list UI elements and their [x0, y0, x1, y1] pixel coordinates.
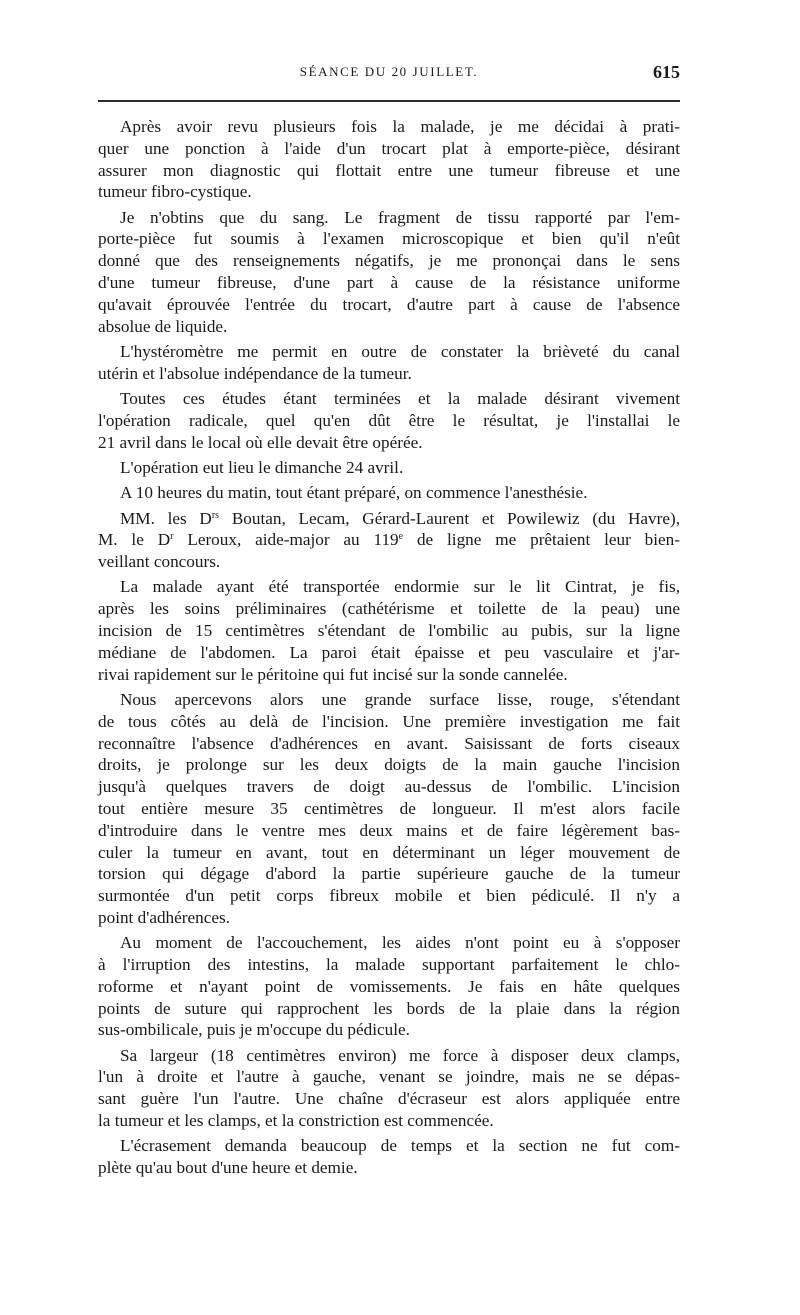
text-line: points de suture qui rapprochent les bords de la plaie dans la région	[98, 998, 680, 1018]
text-line: l'opération radicale, quel qu'en dût être le résultat, je l'installai le	[98, 410, 680, 430]
text-line: d'introduire dans le ventre mes deux mains et de faire légèrement bas-	[98, 820, 680, 840]
text-line: Je n'obtins que du sang. Le fragment de tissu rapporté par l'em-	[120, 207, 680, 227]
text-line	[98, 508, 680, 530]
text-line: l'un à droite et l'autre à gauche, venant se joindre, mais ne se dépas-	[98, 1067, 680, 1087]
text-line: donné que des renseignements négatifs, je me prononçai dans le sens	[98, 251, 680, 271]
text-line: roforme et n'ayant point de vomissements. Je fais en hâte quelques	[98, 976, 680, 996]
text-line: rivai rapidement sur le péritoine qui fut incisé sur la sonde cannelée.	[98, 664, 568, 684]
text-line: Après avoir revu plusieurs fois la malade, je me décidai à prati-	[120, 117, 680, 136]
text-line: veillant concours.	[98, 552, 221, 572]
text-line: jusqu'à quelques travers de doigt au-dessus de l'ombilic. L'incision	[98, 777, 680, 797]
page-number: 615	[653, 62, 680, 82]
text-line: sus-ombilicale, puis je m'occupe du pédicule.	[98, 1020, 410, 1040]
paragraph-9	[98, 689, 680, 929]
text-line: Toutes ces études étant terminées et la malade désirant vivement	[120, 389, 680, 409]
text-line: L'écrasement demanda beaucoup de temps et la section ne fut com-	[120, 1136, 680, 1156]
text-line: tout entière mesure 35 centimètres de longueur. Il m'est alors facile	[98, 798, 680, 818]
superscript: rs	[211, 509, 220, 521]
text-line: Au moment de l'accouchement, les aides n'ont point eu à s'opposer	[120, 933, 680, 953]
paragraph-3	[98, 341, 680, 385]
text-line: L'opération eut lieu le dimanche 24 avril.	[120, 457, 404, 477]
text-line: d'une tumeur fibreuse, d'une part à cause de la résistance uniforme	[98, 273, 680, 293]
text-run: de ligne me prêtaient leur bien-	[403, 530, 680, 550]
text-line: porte-pièce fut soumis à l'examen microscopique et bien qu'il n'eût	[98, 229, 680, 249]
text-line: plète qu'au bout d'une heure et demie.	[98, 1158, 358, 1178]
text-line: L'hystéromètre me permit en outre de constater la brièveté du canal	[120, 341, 680, 361]
text-line: point d'adhérences.	[98, 907, 230, 927]
text-line: 21 avril dans le local où elle devait être opérée.	[98, 432, 423, 452]
text-line: quer une ponction à l'aide d'un trocart plat à emporte-pièce, désirant	[98, 138, 680, 158]
superscript: e	[398, 531, 404, 543]
paragraph-8	[98, 576, 680, 685]
running-title: SÉANCE DU 20 JUILLET.	[299, 64, 479, 79]
text-run: M. le D	[98, 530, 171, 550]
text-line: culer la tumeur en avant, tout en déterminant un léger mouvement de	[98, 842, 680, 862]
text-run: Boutan, Lecam, Gérard-Laurent et Powilewiz (du Havre),	[219, 508, 680, 528]
paragraph-4	[98, 388, 680, 453]
paragraph-5	[98, 457, 680, 479]
paragraph-12	[98, 1135, 680, 1179]
text-line: utérin et l'absolue indépendance de la tumeur.	[98, 363, 412, 383]
text-line: droits, je prolonge sur les deux doigts de la main gauche l'incision	[98, 755, 680, 775]
text-line: la tumeur et les clamps, et la constriction est commencée.	[98, 1111, 494, 1131]
running-header	[98, 62, 680, 88]
text-line	[98, 529, 680, 551]
text-line: après les soins préliminaires (cathétérisme et toilette de la peau) une	[98, 599, 680, 619]
paragraph-10	[98, 932, 680, 1041]
text-line: qu'avait éprouvée l'entrée du trocart, d'autre part à cause de l'absence	[98, 294, 680, 314]
text-line: absolue de liquide.	[98, 316, 228, 336]
text-line: de tous côtés au delà de l'incision. Une première investigation me fait	[98, 711, 680, 731]
text-line: torsion qui dégage d'abord la partie supérieure gauche de la tumeur	[98, 864, 680, 884]
header-rule	[98, 100, 680, 102]
text-line: assurer mon diagnostic qui flottait entre une tumeur fibreuse et une	[98, 160, 680, 180]
text-line: surmontée d'un petit corps fibreux mobile et bien pédiculé. Il n'y a	[98, 886, 680, 906]
paragraph-11	[98, 1045, 680, 1132]
text-line: Nous apercevons alors une grande surface lisse, rouge, s'étendant	[120, 689, 680, 709]
text-run: MM. les D	[120, 508, 212, 528]
text-line: médiane de l'abdomen. La paroi était épaisse et peu vasculaire et j'ar-	[98, 642, 680, 662]
text-line: Sa largeur (18 centimètres environ) me force à disposer deux clamps,	[120, 1045, 680, 1065]
text-line: A 10 heures du matin, tout étant préparé, on commence l'anesthésie.	[120, 483, 588, 503]
text-line: sant guère l'un l'autre. Une chaîne d'écraseur est alors appliquée entre	[98, 1089, 680, 1109]
text-line: reconnaître l'absence d'adhérences en avant. Saisissant de forts ciseaux	[98, 733, 680, 753]
body-text	[98, 116, 680, 1182]
text-line: à l'irruption des intestins, la malade supportant parfaitement le chlo-	[98, 954, 680, 974]
paragraph-6	[98, 482, 680, 504]
text-line: incision de 15 centimètres s'étendant de l'ombilic au pubis, sur la ligne	[98, 621, 680, 641]
superscript: r	[170, 531, 174, 543]
text-run: Leroux, aide-major au 119	[173, 530, 399, 550]
text-line: La malade ayant été transportée endormie sur le lit Cintrat, je fis,	[120, 577, 680, 597]
paragraph-2	[98, 207, 680, 338]
text-line: tumeur fibro-cystique.	[98, 182, 252, 202]
paragraph-1	[98, 116, 680, 203]
paragraph-7	[98, 508, 680, 573]
